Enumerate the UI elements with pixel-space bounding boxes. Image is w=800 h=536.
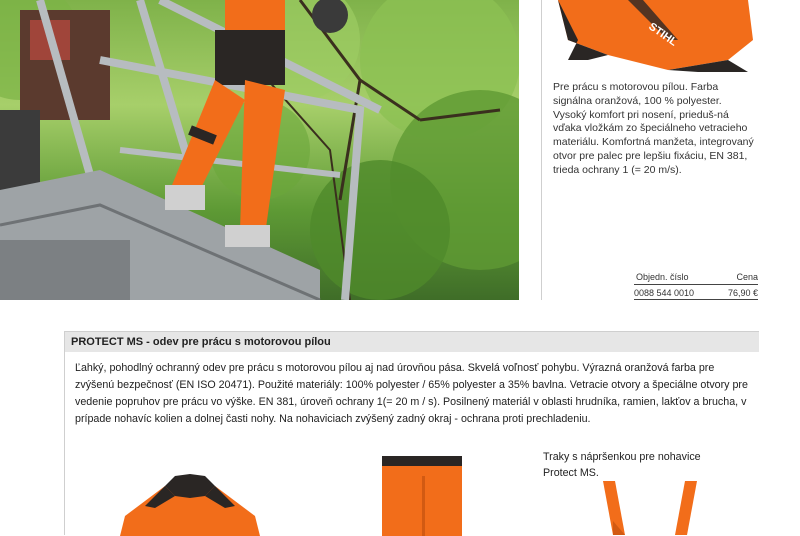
price-table bbox=[634, 272, 758, 300]
hero-photo bbox=[0, 0, 519, 300]
section-description: Ľahký, pohodlný ochranný odev pre prácu s motorovou pílou aj nad úrovňou pása. Skvelá voľnosť pohybu. Výrazná oranžová farba pre zvýšenú bezpečnosť (EN ISO 20471). Použité materiály: 100% polyester / 65% polyester a 35% bavlna. Vetracie otvory a špeciálne otvory pre vedenie popruhov pre prácu vo výške. EN 381, úroveň ochrany 1(= 20 m / s). Posilnený materiál v oblasti hrudníka, ramien, lakťov a brucha, v prípade nohavíc kolien a dolnej časti nohy. Na nohaviciach zvýšený zadný okraj - ochrana proti prechladeniu. bbox=[75, 362, 748, 425]
order-number: 0088 544 0010 bbox=[634, 288, 695, 298]
suspenders-description: Traky s nápršenkou pre nohavice Protect MS. bbox=[543, 451, 701, 479]
column-divider bbox=[541, 0, 542, 300]
glove-description: Pre prácu s motorovou pílou. Farba signálna oranžová, 100 % polyester. Vysoký komfort pri nosení, prieduš-ná vďaka vložkám zo špeciálneho vetracieho materiálu. Komfortná manžeta, integrovaný otvor pre palec pre lepšiu fixáciu, EN 381, trieda ochrany 1 (= 20 m/s). bbox=[553, 81, 754, 176]
glove-image bbox=[548, 0, 763, 80]
section-title: PROTECT MS - odev pre prácu s motorovou pílou bbox=[65, 331, 759, 352]
aerial-lift-worker-illustration bbox=[0, 0, 519, 300]
jacket-image bbox=[105, 456, 275, 536]
suspenders-image bbox=[585, 481, 705, 535]
price: 76,90 € bbox=[727, 288, 758, 298]
brand-logo-text: STIHL bbox=[646, 20, 680, 49]
column-price: Cena bbox=[736, 272, 758, 282]
price-table-row bbox=[634, 285, 758, 300]
column-order-number: Objedn. číslo bbox=[636, 272, 689, 282]
price-table-header bbox=[634, 272, 758, 285]
protect-ms-section bbox=[64, 331, 759, 535]
trousers-image bbox=[365, 446, 465, 536]
